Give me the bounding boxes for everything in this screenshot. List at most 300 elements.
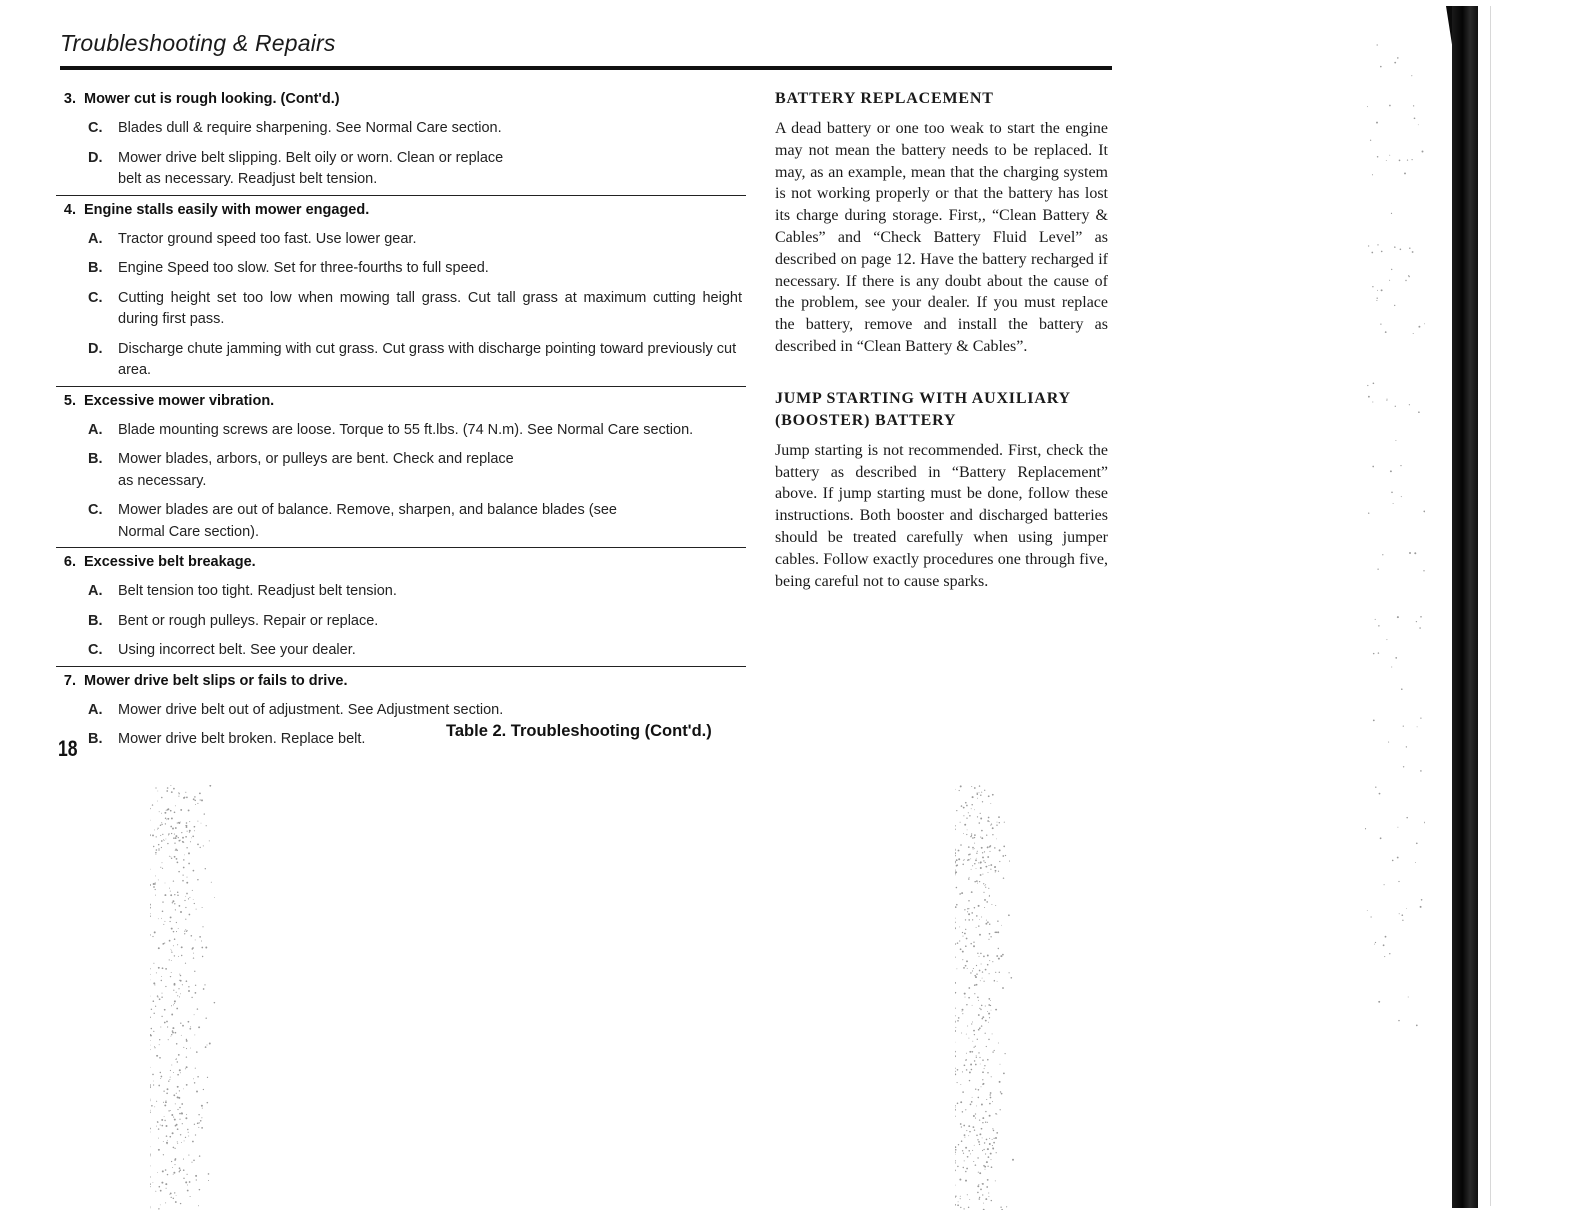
speckle-dot <box>968 900 970 902</box>
speckle-dot <box>157 1172 158 1173</box>
speckle-dot <box>171 833 172 834</box>
speckle-dot <box>182 984 183 985</box>
speckle-dot <box>984 851 985 852</box>
speckle-dot <box>172 1032 174 1034</box>
speckle-dot <box>202 926 203 927</box>
speckle-dot <box>1395 406 1396 407</box>
speckle-dot <box>987 1148 989 1150</box>
speckle-dot <box>164 894 166 896</box>
speckle-dot <box>183 1088 184 1089</box>
speckle-dot <box>963 833 964 834</box>
speckle-dot <box>189 1181 191 1183</box>
speckle-dot <box>165 823 166 824</box>
speckle-dot <box>167 808 169 810</box>
speckle-dot <box>168 833 169 834</box>
speckle-dot <box>982 1071 984 1073</box>
speckle-dot <box>987 1011 988 1012</box>
speckle-dot <box>1409 247 1410 248</box>
speckle-dot <box>173 1072 174 1073</box>
speckle-dot <box>965 1180 967 1182</box>
speckle-dot <box>979 934 981 936</box>
speckle-dot <box>171 928 173 930</box>
speckle-dot <box>151 1009 152 1010</box>
speckle-dot <box>179 905 181 907</box>
speckle-dot <box>960 1123 962 1125</box>
speckle-dot <box>970 836 972 838</box>
speckle-dot <box>1401 688 1403 690</box>
speckle-dot <box>179 1119 180 1120</box>
speckle-dot <box>187 882 189 884</box>
speckle-dot <box>1409 552 1411 554</box>
speckle-dot <box>1415 862 1416 863</box>
speckle-dot <box>159 1044 160 1045</box>
speckle-dot <box>185 1068 186 1069</box>
speckle-dot <box>978 862 979 863</box>
speckle-dot <box>196 909 197 910</box>
speckle-dot <box>197 803 198 804</box>
speckle-dot <box>170 826 172 828</box>
speckle-dot <box>982 1150 983 1151</box>
speckle-dot <box>971 1101 973 1103</box>
speckle-dot <box>972 1005 973 1006</box>
speckle-dot <box>985 887 986 888</box>
speckle-dot <box>1008 914 1010 916</box>
speckle-dot <box>164 1104 166 1106</box>
speckle-dot <box>167 1143 168 1144</box>
speckle-dot <box>988 1004 990 1006</box>
speckle-dot <box>164 943 165 944</box>
speckle-dot <box>957 1020 959 1022</box>
speckle-dot <box>1403 766 1404 767</box>
speckle-dot <box>173 880 174 881</box>
speckle-dot <box>193 1160 195 1162</box>
speckle-dot <box>984 790 985 791</box>
speckle-dot <box>971 786 972 787</box>
speckle-dot <box>986 1099 987 1100</box>
speckle-dot <box>973 1047 974 1048</box>
speckle-dot <box>154 984 155 985</box>
speckle-dot <box>955 874 956 875</box>
speckle-dot <box>1380 837 1382 839</box>
speckle-dot <box>190 1026 191 1027</box>
speckle-dot <box>199 936 201 938</box>
speckle-dot <box>178 988 179 989</box>
speckle-dot <box>968 1125 970 1127</box>
speckle-dot <box>179 1107 181 1109</box>
speckle-dot <box>191 948 193 950</box>
speckle-dot <box>992 961 993 962</box>
speckle-dot <box>150 1165 151 1166</box>
speckle-dot <box>170 949 171 950</box>
speckle-dot <box>189 832 190 833</box>
book-binding-bar <box>1452 6 1478 1208</box>
speckle-dot <box>970 858 971 859</box>
speckle-dot <box>1394 246 1396 248</box>
list-item <box>56 581 746 603</box>
speckle-dot <box>1378 625 1379 626</box>
speckle-dot <box>965 997 966 998</box>
speckle-dot <box>1375 787 1376 788</box>
speckle-dot <box>201 1105 203 1107</box>
speckle-dot <box>169 959 170 960</box>
speckle-dot <box>981 1104 983 1106</box>
speckle-dot <box>1386 639 1387 640</box>
speckle-dot <box>1401 496 1402 497</box>
speckle-dot <box>972 865 973 866</box>
speckle-dot <box>992 1148 993 1149</box>
speckle-dot <box>971 1051 973 1053</box>
speckle-dot <box>989 923 990 924</box>
speckle-dot <box>171 817 173 819</box>
speckle-dot <box>991 904 992 905</box>
speckle-dot <box>1420 616 1422 618</box>
speckle-dot <box>994 1138 995 1139</box>
speckle-dot <box>1391 269 1392 270</box>
speckle-dot <box>177 1074 179 1076</box>
speckle-dot <box>955 1170 956 1172</box>
speckle-dot <box>202 956 203 957</box>
speckle-dot <box>1423 570 1424 571</box>
speckle-dot <box>188 1155 189 1156</box>
speckle-dot <box>185 919 186 920</box>
speckle-dot <box>987 964 989 966</box>
speckle-dot <box>966 938 968 940</box>
speckle-dot <box>155 1006 156 1007</box>
speckle-dot <box>955 1160 956 1162</box>
speckle-dot <box>181 1103 183 1105</box>
speckle-dot <box>1377 298 1378 299</box>
speckle-dot <box>976 858 977 859</box>
speckle-dot <box>150 808 151 809</box>
speckle-dot <box>987 921 989 923</box>
speckle-dot <box>988 1156 990 1158</box>
speckle-dot <box>986 901 988 903</box>
speckle-dot <box>173 1172 175 1174</box>
speckle-dot <box>966 805 968 807</box>
speckle-dot <box>185 963 186 964</box>
speckle-dot <box>977 851 978 852</box>
speckle-dot <box>968 812 969 813</box>
speckle-dot <box>178 956 179 957</box>
speckle-dot <box>172 900 174 902</box>
speckle-dot <box>160 825 162 827</box>
speckle-dot <box>1372 286 1373 287</box>
speckle-dot <box>169 856 170 857</box>
speckle-dot <box>955 1105 956 1107</box>
speckle-dot <box>182 1025 184 1027</box>
speckle-dot <box>972 1022 973 1023</box>
speckle-dot <box>1377 44 1378 45</box>
speckle-dot <box>991 1166 993 1168</box>
speckle-dot <box>961 892 963 894</box>
speckle-dot <box>175 1103 176 1104</box>
speckle-dot <box>158 1085 160 1087</box>
speckle-dot <box>169 921 170 922</box>
speckle-dot <box>955 1071 956 1073</box>
speckle-dot <box>1380 323 1381 324</box>
speckle-dot <box>185 1117 187 1119</box>
speckle-dot <box>975 1088 976 1089</box>
speckle-dot <box>969 1071 971 1073</box>
speckle-dot <box>199 1122 200 1123</box>
speckle-dot <box>1009 861 1010 862</box>
item-text: Mower blades, arbors, or pulleys are bent. Check and replace as necessary. <box>118 451 514 489</box>
speckle-dot <box>174 983 176 985</box>
speckle-dot <box>173 1147 175 1149</box>
speckle-dot <box>964 993 966 995</box>
speckle-dot <box>977 997 979 999</box>
speckle-dot <box>982 1016 984 1018</box>
speckle-dot <box>1420 770 1422 772</box>
speckle-dot <box>157 801 158 802</box>
speckle-dot <box>977 1039 978 1040</box>
speckle-dot <box>984 899 986 901</box>
speckle-dot <box>159 811 160 812</box>
speckle-dot <box>970 972 971 973</box>
speckle-dot <box>1399 913 1400 914</box>
speckle-dot <box>185 896 186 897</box>
speckle-dot <box>1394 305 1395 306</box>
speckle-dot <box>1378 652 1379 653</box>
speckle-dot <box>173 945 174 946</box>
speckle-dot <box>179 1069 181 1071</box>
speckle-dot <box>1392 860 1394 862</box>
speckle-dot <box>181 832 182 833</box>
speckle-dot <box>162 967 164 969</box>
speckle-dot <box>992 827 994 829</box>
item-letter: C. <box>88 502 103 518</box>
speckle-dot <box>986 920 987 921</box>
speckle-dot <box>955 1204 956 1206</box>
speckle-dot <box>973 1161 974 1162</box>
speckle-dot <box>985 1020 987 1022</box>
speckle-dot <box>158 844 160 846</box>
speckle-dot <box>967 968 968 969</box>
speckle-dot <box>155 854 156 855</box>
speckle-dot <box>956 865 958 867</box>
speckle-dot <box>201 947 203 949</box>
speckle-dot <box>187 831 188 832</box>
speckle-dot <box>160 1078 161 1079</box>
speckle-dot <box>167 787 169 789</box>
list-item <box>56 500 746 543</box>
speckle-dot <box>979 956 980 957</box>
speckle-dot <box>178 822 179 823</box>
speckle-dot <box>185 836 187 838</box>
speckle-dot <box>159 1186 161 1188</box>
speckle-dot <box>957 1069 959 1071</box>
speckle-dot <box>991 1159 992 1160</box>
speckle-dot <box>174 1148 175 1149</box>
speckle-dot <box>973 945 975 947</box>
speckle-dot <box>1391 666 1392 667</box>
speckle-dot <box>991 1010 992 1011</box>
speckle-dot <box>1395 440 1396 441</box>
speckle-dot <box>176 1195 177 1196</box>
speckle-dot <box>1418 411 1420 413</box>
speckle-dot <box>992 1033 993 1034</box>
list-item <box>56 420 746 442</box>
speckle-dot <box>977 1139 978 1140</box>
speckle-dot <box>158 849 159 850</box>
speckle-dot <box>984 907 985 908</box>
speckle-dot <box>156 1101 157 1102</box>
speckle-dot <box>200 799 201 800</box>
speckle-dot <box>990 825 991 826</box>
speckle-dot <box>1386 400 1387 401</box>
speckle-dot <box>1377 244 1378 245</box>
speckle-dot <box>154 1046 155 1047</box>
speckle-dot <box>986 1161 988 1163</box>
speckle-dot <box>1365 828 1366 829</box>
speckle-dot <box>201 1127 203 1129</box>
speckle-dot <box>965 929 966 930</box>
list-item <box>56 118 746 140</box>
speckle-dot <box>188 898 189 899</box>
item-letter: B. <box>88 451 103 467</box>
speckle-dot <box>961 805 963 807</box>
speckle-dot <box>186 980 188 982</box>
speckle-dot <box>989 821 990 822</box>
speckle-dot <box>165 1183 167 1185</box>
speckle-dot <box>150 1176 151 1177</box>
speckle-dot <box>966 1034 967 1035</box>
speckle-dot <box>972 837 974 839</box>
speckle-dot <box>164 1120 165 1121</box>
speckle-dot <box>969 815 971 817</box>
speckle-dot <box>996 1152 997 1153</box>
speckle-dot <box>1375 942 1376 943</box>
speckle-dot <box>962 1011 963 1012</box>
speckle-dot <box>980 794 981 795</box>
speckle-dot <box>178 792 179 793</box>
speckle-dot <box>991 1200 992 1201</box>
speckle-dot <box>955 1149 957 1151</box>
speckle-dot <box>186 826 188 828</box>
speckle-dot <box>976 915 978 917</box>
speckle-dot <box>163 1141 164 1142</box>
speckle-dot <box>988 1196 989 1197</box>
item-letter: B. <box>88 260 103 276</box>
speckle-dot <box>955 1116 956 1117</box>
speckle-dot <box>204 813 205 814</box>
speckle-dot <box>972 919 973 920</box>
speckle-dot <box>185 792 186 793</box>
speckle-dot <box>186 1066 188 1068</box>
speckle-dot <box>178 837 179 838</box>
speckle-dot <box>955 1109 956 1111</box>
speckle-dot <box>967 908 968 909</box>
speckle-dot <box>988 795 990 797</box>
speckle-dot <box>962 951 964 953</box>
speckle-dot <box>957 1204 959 1206</box>
speckle-dot <box>1409 404 1410 405</box>
speckle-dot <box>181 946 183 948</box>
speckle-dot <box>988 888 989 889</box>
speckle-dot <box>161 813 162 814</box>
speckle-dot <box>983 1165 985 1167</box>
speckle-dot <box>185 1181 187 1183</box>
speckle-dot <box>152 936 153 937</box>
speckle-dot <box>981 1025 982 1026</box>
speckle-dot <box>166 1100 167 1101</box>
table-caption: Table 2. Troubleshooting (Cont'd.) <box>446 722 712 740</box>
speckle-dot <box>985 1111 986 1112</box>
speckle-dot <box>977 1185 979 1187</box>
speckle-dot <box>983 883 984 884</box>
speckle-dot <box>974 809 975 810</box>
speckle-dot <box>187 930 188 931</box>
speckle-dot <box>1398 1020 1399 1021</box>
speckle-dot <box>183 842 184 843</box>
speckle-dot <box>967 829 968 830</box>
speckle-dot <box>164 840 165 841</box>
speckle-dot <box>153 886 155 888</box>
speckle-dot <box>154 1106 155 1107</box>
speckle-dot <box>193 899 194 900</box>
speckle-dot <box>955 852 956 854</box>
speckle-dot <box>959 893 961 895</box>
speckle-dot <box>996 1132 998 1134</box>
speckle-dot <box>997 931 999 933</box>
speckle-dot <box>186 1114 187 1115</box>
speckle-dot <box>167 1088 169 1090</box>
item-text: Discharge chute jamming with cut grass. Cut grass with discharge pointing toward previously cut area. <box>118 340 737 378</box>
speckle-dot <box>182 880 184 882</box>
section-title-text: Mower drive belt slips or fails to drive. <box>84 672 348 689</box>
speckle-dot <box>955 1030 956 1032</box>
speckle-dot <box>189 897 190 898</box>
speckle-dot <box>985 1005 986 1006</box>
speckle-dot <box>980 874 982 876</box>
speckle-dot <box>1417 726 1418 727</box>
speckle-dot <box>172 1132 174 1134</box>
speckle-dot <box>173 1174 174 1175</box>
speckle-dot <box>1418 326 1420 328</box>
speckle-dot <box>187 877 188 878</box>
speckle-dot <box>195 804 196 805</box>
speckle-dot <box>969 1199 970 1200</box>
speckle-dot <box>185 907 186 908</box>
speckle-dot <box>1404 172 1406 174</box>
item-text: Blade mounting screws are loose. Torque to 55 ft.lbs. (74 N.m). See Normal Care section. <box>118 421 694 438</box>
speckle-dot <box>981 1128 983 1130</box>
speckle-dot <box>156 1055 158 1057</box>
speckle-dot <box>990 803 991 804</box>
speckle-dot <box>155 852 157 854</box>
speckle-dot <box>974 834 976 836</box>
speckle-dot <box>150 1049 151 1050</box>
item-text: Blades dull & require sharpening. See Normal Care section. <box>118 120 502 136</box>
speckle-dot <box>988 1039 990 1041</box>
speckle-dot <box>158 848 159 849</box>
speckle-dot <box>1412 251 1414 253</box>
speckle-dot <box>978 905 980 907</box>
speckle-dot <box>973 1126 975 1128</box>
speckle-dot <box>968 919 970 921</box>
speckle-dot <box>955 1051 956 1053</box>
speckle-dot <box>971 804 972 805</box>
item-text: Mower drive belt out of adjustment. See Adjustment section. <box>118 701 504 718</box>
speckle-dot <box>963 860 964 861</box>
speckle-dot <box>186 1040 188 1042</box>
speckle-dot <box>983 1203 984 1204</box>
speckle-dot <box>978 1184 979 1185</box>
speckle-dot <box>967 1194 968 1195</box>
speckle-dot <box>166 1135 168 1137</box>
speckle-dot <box>970 1153 971 1154</box>
speckle-dot <box>153 1013 154 1014</box>
